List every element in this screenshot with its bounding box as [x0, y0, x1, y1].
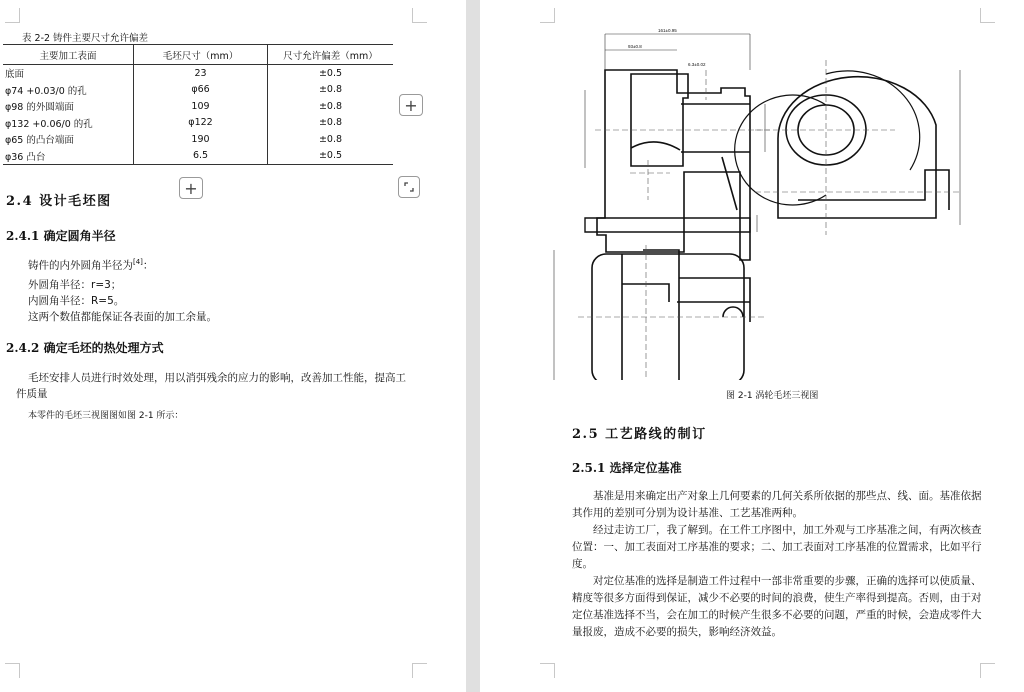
- dimension-label: 161±0.95: [658, 28, 677, 33]
- subsection-heading: 2.4.1 确定圆角半径: [6, 229, 116, 243]
- page-corner-mark: [5, 8, 20, 23]
- paragraph: 毛坯安排人员进行时效处理，用以消弭残余的应力的影响，改善加工性能，提高工件质量: [16, 372, 406, 400]
- paragraph: 经过走访工厂，我了解到。在工件工序图中，加工外观与工序基准之间，有两次核查位置：一、加工表面对工序基准的要求；二、加工表面对工序基准的位置需求，比如平行度。: [572, 524, 982, 570]
- cell-tolerance: ±0.5: [268, 65, 394, 82]
- document-page-left: [0, 0, 466, 692]
- table-header: 毛坯尺寸（mm）: [134, 45, 268, 65]
- tolerance-table: [3, 44, 393, 165]
- cell-tolerance: ±0.5: [268, 148, 394, 165]
- table-row: [3, 82, 393, 99]
- add-content-button[interactable]: [399, 94, 423, 116]
- table-row: [3, 65, 393, 82]
- table-row: [3, 148, 393, 165]
- cell-surface: φ36 凸台: [3, 148, 134, 165]
- dimension-label: 6.3±0.02: [688, 62, 706, 67]
- cell-surface: φ98 的外圆端面: [5, 102, 74, 114]
- expand-button[interactable]: [398, 176, 420, 198]
- table-row: [3, 98, 393, 115]
- section-heading: 2.5 工艺路线的制订: [572, 427, 707, 442]
- cell-tolerance: ±0.8: [268, 98, 394, 115]
- cell-blank-size: 6.5: [134, 148, 268, 165]
- paragraph: 对定位基准的选择是制造工件过程中一部非常重要的步骤，正确的选择可以使质量、精度等很多方面得到保证，减少不必要的时间的浪费，使生产率得到提高。否则，由于对定位基准选择不当，会在加工的时候产生很多不必要的问题，严重的时候，会造成零件大量报废，造成不必要的损失，影响经济效益。: [572, 575, 982, 638]
- figure-caption: 图 2-1 涡轮毛坯三视图: [726, 391, 819, 401]
- cell-surface: φ65 的凸台端面: [5, 135, 74, 147]
- cell-blank-size: φ122: [134, 115, 268, 132]
- page-corner-mark: [5, 663, 20, 678]
- subsection-heading: 2.4.2 确定毛坯的热处理方式: [6, 341, 164, 355]
- paragraph: 外圆角半径：r=3；: [28, 279, 122, 291]
- expand-icon: [404, 182, 414, 192]
- cell-blank-size: φ66: [134, 82, 268, 99]
- table-row: [3, 115, 393, 132]
- cell-tolerance: ±0.8: [268, 82, 394, 99]
- section-heading: 2.4 设计毛坯图: [6, 194, 112, 209]
- page-corner-mark: [540, 663, 555, 678]
- subsection-heading: 2.5.1 选择定位基准: [572, 461, 682, 475]
- page-corner-mark: [412, 8, 427, 23]
- paragraph: 基准是用来确定出产对象上几何要素的几何关系所依据的那些点、线、面。基准依据其作用的差别可分别为设计基准、工艺基准两种。: [572, 490, 982, 519]
- plus-icon: +: [404, 95, 418, 115]
- table-header: 主要加工表面: [3, 45, 134, 65]
- page-corner-mark: [980, 663, 995, 678]
- table-caption: 表 2-2 铸件主要尺寸允许偏差: [22, 33, 149, 44]
- page-corner-mark: [412, 663, 427, 678]
- paragraph: 这两个数值都能保证各表面的加工余量。: [28, 311, 217, 323]
- table-header: 尺寸允许偏差（mm）: [268, 45, 394, 65]
- dimension-label: 93±0.8: [628, 44, 642, 49]
- cell-blank-size: 109: [134, 98, 268, 115]
- table-row: [3, 131, 393, 148]
- page-gap-scroll-area: [466, 0, 480, 692]
- paragraph: 本零件的毛坯三视图图如图 2-1 所示：: [28, 411, 184, 421]
- cell-tolerance: ±0.8: [268, 115, 394, 132]
- cell-tolerance: ±0.8: [268, 131, 394, 148]
- citation-ref[interactable]: [4]: [133, 258, 143, 266]
- plus-icon: +: [184, 178, 198, 198]
- add-content-button[interactable]: [179, 177, 203, 199]
- cell-surface: φ132 +0.06/0 的孔: [5, 118, 93, 130]
- cell-blank-size: 23: [134, 65, 268, 82]
- cell-surface: 底面: [5, 69, 25, 81]
- cell-surface: φ74 +0.03/0 的孔: [5, 85, 87, 97]
- three-view-drawing: [540, 20, 980, 380]
- paragraph: 内圆角半径：R=5。: [28, 295, 125, 307]
- page-corner-mark: [980, 8, 995, 23]
- document-page-right: [480, 0, 1024, 692]
- paragraph: 铸件的内外圆角半径为[4]：: [28, 258, 154, 272]
- cell-blank-size: 190: [134, 131, 268, 148]
